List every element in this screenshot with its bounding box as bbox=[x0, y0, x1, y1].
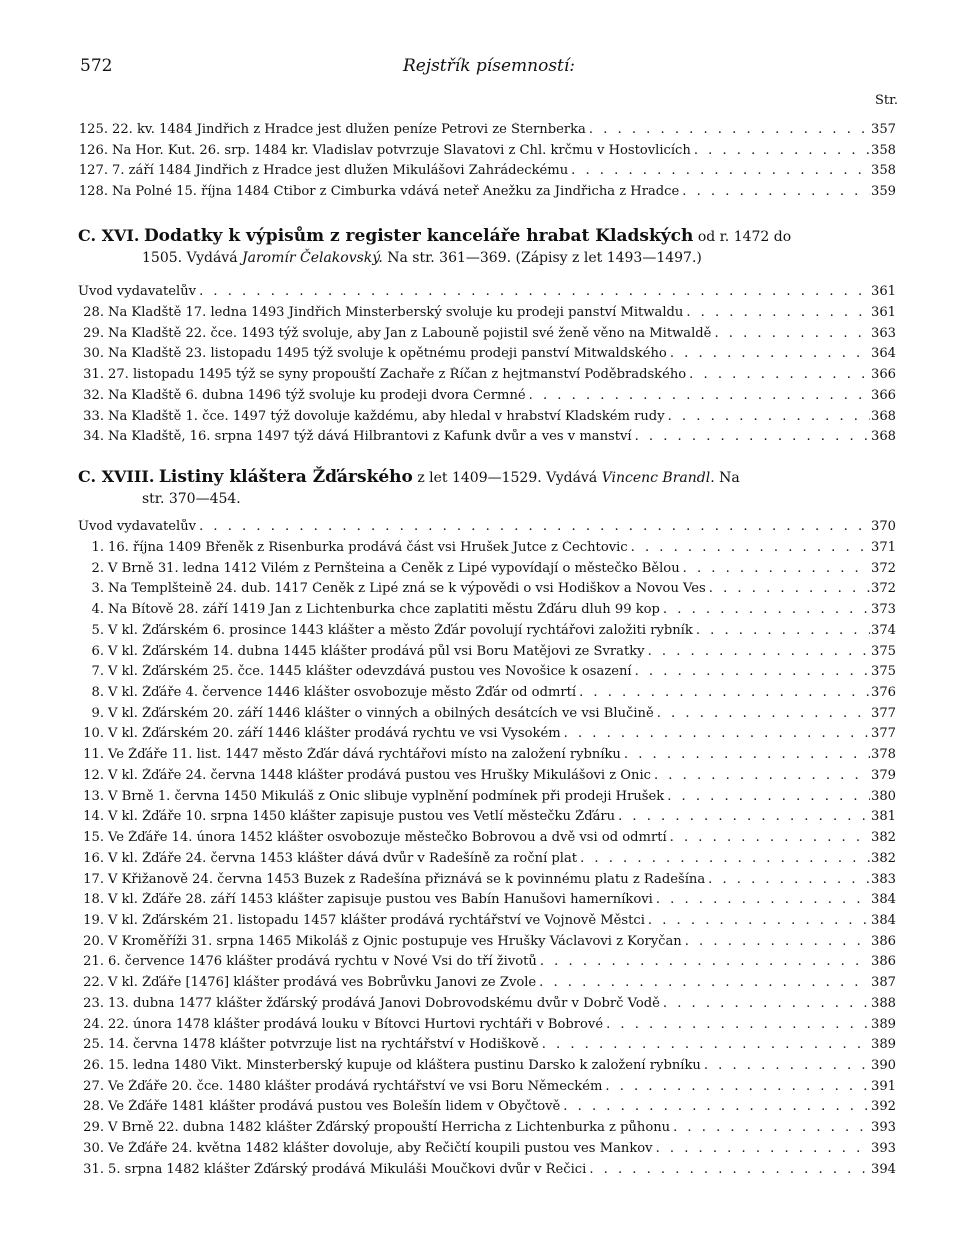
index-entry bbox=[78, 1037, 896, 1057]
entry-number: 10. bbox=[83, 726, 104, 742]
entry-page: 384 bbox=[871, 892, 896, 908]
entry-text: V kl. Žďárském 20. září 1446 klášter o vinných a obilných desátcích ve vsi Blučině bbox=[108, 705, 654, 721]
dot-leader bbox=[660, 602, 870, 617]
entry-number: 34. bbox=[83, 429, 104, 445]
entry-number: 11. bbox=[83, 747, 104, 763]
dot-leader bbox=[537, 954, 870, 969]
entry-number: 15. bbox=[83, 830, 104, 846]
entry-number: 17. bbox=[83, 871, 104, 887]
entry-number: 28. bbox=[83, 305, 104, 320]
section-range: od r. 1472 do bbox=[697, 229, 792, 245]
entry-page: 368 bbox=[871, 408, 896, 424]
entry-page: 382 bbox=[871, 830, 896, 846]
dot-leader bbox=[632, 429, 870, 444]
dot-leader bbox=[576, 685, 870, 700]
section-range: z let 1409—1529. Vydává bbox=[417, 470, 598, 486]
entry-page: 377 bbox=[871, 726, 896, 742]
entry-number: 22. bbox=[83, 975, 104, 991]
entry-text: Na Kladště, 16. srpna 1497 týž dává Hilbrantovi z Kafunk dvůr a ves v manství bbox=[108, 429, 632, 445]
index-entry bbox=[78, 409, 896, 429]
entry-text: 22. února 1478 klášter prodává louku v Bítovci Hurtovi rychtáři v Bobrové bbox=[108, 1016, 604, 1032]
dot-leader bbox=[602, 1079, 870, 1094]
dot-leader bbox=[683, 305, 870, 320]
entry-number: 20. bbox=[83, 933, 104, 949]
entry-number: 128. bbox=[78, 183, 108, 199]
entry-text: 13. dubna 1477 klášter žďárský prodává Janovi Dobrovodskému dvůr v Dobrč Vodě bbox=[108, 995, 660, 1011]
dot-leader bbox=[665, 409, 870, 424]
entry-text: V Brně 22. dubna 1482 klášter Žďárský propouští Herricha z Lichtenburka z půhonu bbox=[108, 1120, 671, 1136]
dot-leader bbox=[654, 706, 870, 721]
dot-leader bbox=[539, 1037, 870, 1052]
entry-page: 358 bbox=[871, 142, 896, 158]
dot-leader bbox=[693, 623, 870, 638]
entry-text: 14. června 1478 klášter potvrzuje list na rychtářství v Hodiškově bbox=[108, 1037, 539, 1053]
entry-number: 12. bbox=[83, 767, 104, 783]
entry-page: 358 bbox=[871, 163, 896, 178]
index-entry bbox=[78, 685, 896, 705]
dot-leader bbox=[645, 913, 870, 928]
dot-leader bbox=[667, 346, 870, 361]
entry-page: 388 bbox=[871, 995, 896, 1011]
entry-page: 357 bbox=[871, 122, 896, 137]
entry-text: 15. ledna 1480 Vikt. Minsterberský kupuje od kláštera pustinu Darsko k založení rybníku bbox=[108, 1058, 701, 1073]
entry-page: 394 bbox=[871, 1161, 896, 1177]
dot-leader bbox=[653, 892, 870, 907]
entry-page: 366 bbox=[871, 367, 896, 383]
entry-page: 373 bbox=[871, 602, 896, 618]
entry-number: 30. bbox=[83, 346, 104, 362]
section-xviii-heading bbox=[78, 466, 896, 510]
entry-text: Úvod vydavatelův bbox=[78, 519, 197, 534]
index-entry bbox=[78, 644, 896, 664]
page-header bbox=[78, 56, 900, 80]
entry-number: 30. bbox=[83, 1140, 104, 1156]
index-page bbox=[78, 0, 900, 1239]
dot-leader bbox=[651, 768, 870, 783]
index-entry bbox=[78, 1162, 896, 1182]
section-code: C. XVI. bbox=[78, 226, 140, 245]
entry-text: Ve Žďáře 20. čce. 1480 klášter prodává rychtářství ve vsi Boru Německém bbox=[108, 1078, 603, 1094]
entry-number: 29. bbox=[83, 325, 104, 341]
dot-leader bbox=[196, 519, 870, 534]
entry-page: 376 bbox=[871, 685, 896, 701]
entry-number: 4. bbox=[91, 602, 104, 618]
entry-text: V kl. Žďáře [1476] klášter prodává ves Bobrůvku Janovi ze Zvole bbox=[108, 975, 537, 991]
entry-page: 366 bbox=[871, 387, 896, 403]
dot-leader bbox=[586, 122, 870, 137]
entry-text: V Brně 31. ledna 1412 Vilém z Pernšteina a Čeněk z Lipé vypovídají o městečko Bělou bbox=[108, 560, 680, 576]
index-entry bbox=[78, 1017, 896, 1037]
entry-number: 27. bbox=[83, 1078, 104, 1094]
page-number: 572 bbox=[80, 56, 113, 76]
dot-leader bbox=[680, 561, 870, 576]
index-entry bbox=[78, 1141, 896, 1161]
entry-page: 370 bbox=[871, 519, 896, 534]
entry-text: Na Kladště 1. čce. 1497 týž dovoluje každému, aby hledal v hrabství Kladském rudy bbox=[108, 408, 665, 424]
entry-page: 393 bbox=[871, 1120, 896, 1136]
entry-text: Na Templšteině 24. dub. 1417 Čeněk z Lipé zná se k výpovědi o vsi Hodiškov a Novou Ves bbox=[108, 581, 706, 597]
index-entry bbox=[78, 367, 896, 387]
entry-number: 24. bbox=[83, 1016, 104, 1032]
dot-leader bbox=[603, 1017, 870, 1032]
entry-text: Na Hor. Kut. 26. srp. 1484 kr. Vladislav potvrzuje Slavatovi z Chl. krčmu v Hostovlicích bbox=[112, 142, 691, 158]
entry-text: Ve Žďáře 1481 klášter prodává pustou ves Bolešín lidem v Obyčtově bbox=[108, 1099, 561, 1115]
index-entry bbox=[78, 664, 896, 684]
index-entry bbox=[78, 975, 896, 995]
index-entry bbox=[78, 581, 896, 601]
index-entry bbox=[78, 892, 896, 912]
section-pages: Na str. 361—369. (Zápisy z let 1493—1497.) bbox=[387, 250, 702, 266]
entry-text: V Kroměříži 31. srpna 1465 Mikoláš z Ojnic postupuje ves Hrušky Václavovi z Koryčan bbox=[108, 933, 682, 949]
entry-number: 18. bbox=[83, 892, 104, 908]
entry-text: V kl. Žďáře 24. června 1448 klášter prodává pustou ves Hrušky Mikulášovi z Onic bbox=[108, 767, 651, 783]
dot-leader bbox=[670, 1120, 870, 1135]
index-entry bbox=[78, 602, 896, 622]
section-pages: str. 370—454. bbox=[142, 491, 241, 507]
index-entry bbox=[78, 830, 896, 850]
index-entry bbox=[78, 1058, 896, 1078]
entry-page: 361 bbox=[871, 284, 896, 299]
dot-leader bbox=[196, 284, 870, 299]
entry-number: 33. bbox=[83, 408, 104, 424]
entry-page: 372 bbox=[871, 560, 896, 576]
dot-leader bbox=[621, 747, 870, 762]
entry-page: 359 bbox=[871, 183, 896, 199]
entry-text: Na Bítově 28. září 1419 Jan z Lichtenburka chce zaplatiti městu Žďáru dluh 99 kop bbox=[108, 602, 660, 618]
section-xvi-heading bbox=[78, 225, 896, 269]
entry-page: 374 bbox=[871, 622, 896, 638]
index-entry bbox=[78, 429, 896, 449]
entry-text: Ve Žďáře 24. května 1482 klášter dovoluje, aby Řečičtí koupili pustou ves Mankov bbox=[108, 1140, 653, 1156]
index-entry bbox=[78, 346, 896, 366]
entry-number: 31. bbox=[83, 1161, 104, 1177]
dot-leader bbox=[632, 664, 870, 679]
entry-text: 22. kv. 1484 Jindřich z Hradce jest dlužen peníze Petrovi ze Šternberka bbox=[112, 122, 586, 137]
entry-page: 384 bbox=[871, 912, 896, 928]
dot-leader bbox=[664, 789, 870, 804]
entry-text: V kl. Žďáře 28. září 1453 klášter zapisuje pustou ves Babín Hanušovi hamerníkovi bbox=[108, 892, 653, 908]
index-entry bbox=[78, 184, 896, 204]
dot-leader bbox=[526, 388, 870, 403]
entry-text: Na Kladště 22. čce. 1493 týž svoluje, aby Jan z Labouně pojistil své ženě věno na Mitwaldě bbox=[108, 325, 712, 341]
entry-text: V kl. Žďárském 21. listopadu 1457 klášter prodává rychtářství ve Vojnově Městci bbox=[108, 912, 645, 928]
section-code: C. XVIII. bbox=[78, 467, 155, 486]
page-column-label: Str. bbox=[874, 93, 898, 108]
entry-text: Na Polné 15. října 1484 Ctibor z Cimburka vdává neteř Anežku za Jindřicha z Hradce bbox=[112, 183, 680, 199]
entry-text: Úvod vydavatelův bbox=[78, 284, 197, 299]
entry-number: 25. bbox=[83, 1037, 104, 1053]
entry-number: 127. bbox=[78, 163, 108, 178]
dot-leader bbox=[653, 1141, 870, 1156]
entry-page: 380 bbox=[871, 788, 896, 804]
index-entry bbox=[78, 623, 896, 643]
dot-leader bbox=[615, 809, 870, 824]
index-entry bbox=[78, 996, 896, 1016]
entry-number: 9. bbox=[91, 705, 104, 721]
section-title: Dodatky k výpisům z register kanceláře hrabat Kladských bbox=[143, 226, 694, 246]
dot-leader bbox=[679, 184, 870, 199]
dot-leader bbox=[645, 644, 870, 659]
entry-number: 19. bbox=[83, 912, 104, 928]
index-entry bbox=[78, 561, 896, 581]
entry-page: 382 bbox=[871, 850, 896, 866]
entry-number: 26. bbox=[83, 1058, 104, 1073]
entry-number: 14. bbox=[83, 809, 104, 825]
entry-text: Na Kladště 17. ledna 1493 Jindřich Minsterberský svoluje ku prodeji panství Mitwaldu bbox=[108, 305, 684, 320]
entry-text: 6. července 1476 klášter prodává rychtu v Nové Vsi do tří životů bbox=[108, 954, 537, 970]
entry-text: Na Kladště 6. dubna 1496 týž svoluje ku prodeji dvora Čermné bbox=[108, 387, 526, 403]
index-entry bbox=[78, 809, 896, 829]
index-entry bbox=[78, 163, 896, 183]
entry-page: 392 bbox=[871, 1099, 896, 1115]
section-year-end: 1505. Vydává bbox=[142, 250, 238, 266]
entry-page: 393 bbox=[871, 1140, 896, 1156]
entry-text: 5. srpna 1482 klášter Žďárský prodává Mikuláši Moučkovi dvůr v Řečici bbox=[108, 1161, 587, 1177]
entry-number: 28. bbox=[83, 1099, 104, 1115]
entry-text: V kl. Žďárském 25. čce. 1445 klášter odevzdává pustou ves Novošice k osazení bbox=[108, 664, 632, 680]
dot-leader bbox=[706, 581, 870, 596]
index-entry bbox=[78, 540, 896, 560]
dot-leader bbox=[536, 975, 870, 990]
entry-page: 371 bbox=[871, 540, 896, 555]
intro-entry bbox=[78, 519, 896, 539]
dot-leader bbox=[660, 996, 870, 1011]
entry-number: 13. bbox=[83, 788, 104, 804]
entry-text: 27. listopadu 1495 týž se syny propouští Zachaře z Říčan z hejtmanství Poděbradského bbox=[108, 367, 687, 383]
index-entry bbox=[78, 747, 896, 767]
index-entry bbox=[78, 706, 896, 726]
entry-number: 125. bbox=[78, 122, 108, 137]
entry-number: 1. bbox=[91, 540, 104, 555]
entry-text: V kl. Žďárském 6. prosince 1443 klášter a město Žďár povolují rychtářovi založiti rybník bbox=[108, 622, 693, 638]
entry-page: 387 bbox=[871, 975, 896, 991]
index-entry bbox=[78, 326, 896, 346]
index-entry bbox=[78, 768, 896, 788]
entry-page: 389 bbox=[871, 1037, 896, 1053]
entry-page: 375 bbox=[871, 643, 896, 659]
entry-text: V kl. Žďáře 10. srpna 1450 klášter zapisuje pustou ves Vetlí městečku Žďáru bbox=[108, 809, 616, 825]
entry-number: 32. bbox=[83, 387, 104, 403]
index-entry bbox=[78, 851, 896, 871]
index-entry bbox=[78, 1079, 896, 1099]
entry-number: 7. bbox=[91, 664, 104, 680]
entry-page: 379 bbox=[871, 767, 896, 783]
index-entry bbox=[78, 1099, 896, 1119]
entry-page: 372 bbox=[871, 581, 896, 597]
section-editor: Jaromír Čelakovský. bbox=[242, 250, 383, 266]
entry-page: 363 bbox=[871, 325, 896, 341]
entry-page: 391 bbox=[871, 1078, 896, 1094]
dot-leader bbox=[667, 830, 870, 845]
section-editor: Vincenc Brandl. bbox=[601, 470, 715, 486]
entry-number: 31. bbox=[83, 367, 104, 383]
entry-text: V kl. Žďárském 20. září 1446 klášter prodává rychtu ve vsi Vysokém bbox=[108, 726, 561, 742]
entry-number: 2. bbox=[91, 560, 104, 576]
index-entry bbox=[78, 388, 896, 408]
entry-page: 361 bbox=[871, 305, 896, 320]
dot-leader bbox=[701, 1058, 870, 1073]
entry-number: 16. bbox=[83, 850, 104, 866]
entry-text: 16. října 1409 Břeněk z Risenburka prodává část vsi Hrušek Jutce z Čechtovic bbox=[108, 540, 628, 555]
index-entry bbox=[78, 1120, 896, 1140]
dot-leader bbox=[628, 540, 870, 555]
entry-text: V Brně 1. června 1450 Mikuláš z Onic slibuje vyplnění podmínek při prodeji Hrušek bbox=[108, 788, 665, 804]
dot-leader bbox=[577, 851, 870, 866]
entry-text: V kl. Žďáře 4. července 1446 klášter osvobozuje město Žďár od odmrtí bbox=[108, 685, 577, 701]
entry-page: 368 bbox=[871, 429, 896, 445]
entry-page: 386 bbox=[871, 954, 896, 970]
entry-page: 383 bbox=[871, 871, 896, 887]
section-title: Listiny kláštera Žďárského bbox=[158, 467, 413, 487]
index-entry bbox=[78, 913, 896, 933]
entry-text: V Křižanově 24. června 1453 Buzek z Radešína přiznává se k povinnému platu z Radešína bbox=[108, 871, 706, 887]
entry-text: V kl. Žďáře 24. června 1453 klášter dává dvůr v Radešíně za roční plat bbox=[108, 850, 578, 866]
dot-leader bbox=[691, 143, 870, 158]
entry-text: V kl. Žďárském 14. dubna 1445 klášter prodává půl vsi Boru Matějovi ze Svratky bbox=[108, 643, 645, 659]
index-entry bbox=[78, 934, 896, 954]
index-entry bbox=[78, 305, 896, 325]
entry-page: 386 bbox=[871, 933, 896, 949]
section-range-tail: Na bbox=[719, 470, 740, 486]
intro-entry bbox=[78, 284, 896, 304]
entry-page: 364 bbox=[871, 346, 896, 362]
entry-page: 389 bbox=[871, 1016, 896, 1032]
running-head: Rejstřík písemností: bbox=[402, 56, 576, 76]
dot-leader bbox=[705, 872, 870, 887]
index-entry bbox=[78, 789, 896, 809]
entry-number: 23. bbox=[83, 995, 104, 1011]
dot-leader bbox=[586, 1162, 870, 1177]
entry-text: 7. září 1484 Jindřich z Hradce jest dlužen Mikulášovi Zahrádeckému bbox=[112, 163, 569, 178]
entry-page: 377 bbox=[871, 705, 896, 721]
index-entry bbox=[78, 143, 896, 163]
entry-number: 3. bbox=[91, 581, 104, 597]
entry-number: 5. bbox=[91, 622, 104, 638]
dot-leader bbox=[686, 367, 870, 382]
entry-page: 378 bbox=[871, 747, 896, 763]
entry-page: 381 bbox=[871, 809, 896, 825]
dot-leader bbox=[682, 934, 870, 949]
entry-number: 21. bbox=[83, 954, 104, 970]
entry-text: Ve Žďáře 11. list. 1447 město Žďár dává rychtářovi místo na založení rybníku bbox=[108, 747, 621, 763]
entry-page: 375 bbox=[871, 664, 896, 680]
entry-text: Na Kladště 23. listopadu 1495 týž svoluje k opětnému prodeji panství Mitwaldského bbox=[108, 346, 667, 362]
dot-leader bbox=[568, 163, 870, 178]
index-entry bbox=[78, 726, 896, 746]
entry-page: 390 bbox=[871, 1058, 896, 1073]
index-entry bbox=[78, 954, 896, 974]
entry-number: 8. bbox=[91, 685, 104, 701]
dot-leader bbox=[561, 726, 870, 741]
index-entry bbox=[78, 872, 896, 892]
entry-number: 6. bbox=[91, 643, 104, 659]
entry-number: 29. bbox=[83, 1120, 104, 1136]
dot-leader bbox=[711, 326, 870, 341]
index-entry bbox=[78, 122, 896, 142]
entry-number: 126. bbox=[78, 142, 108, 158]
dot-leader bbox=[560, 1099, 870, 1114]
entry-text: Ve Žďáře 14. února 1452 klášter osvobozuje městečko Bobrovou a dvě vsi od odmrtí bbox=[108, 830, 667, 846]
